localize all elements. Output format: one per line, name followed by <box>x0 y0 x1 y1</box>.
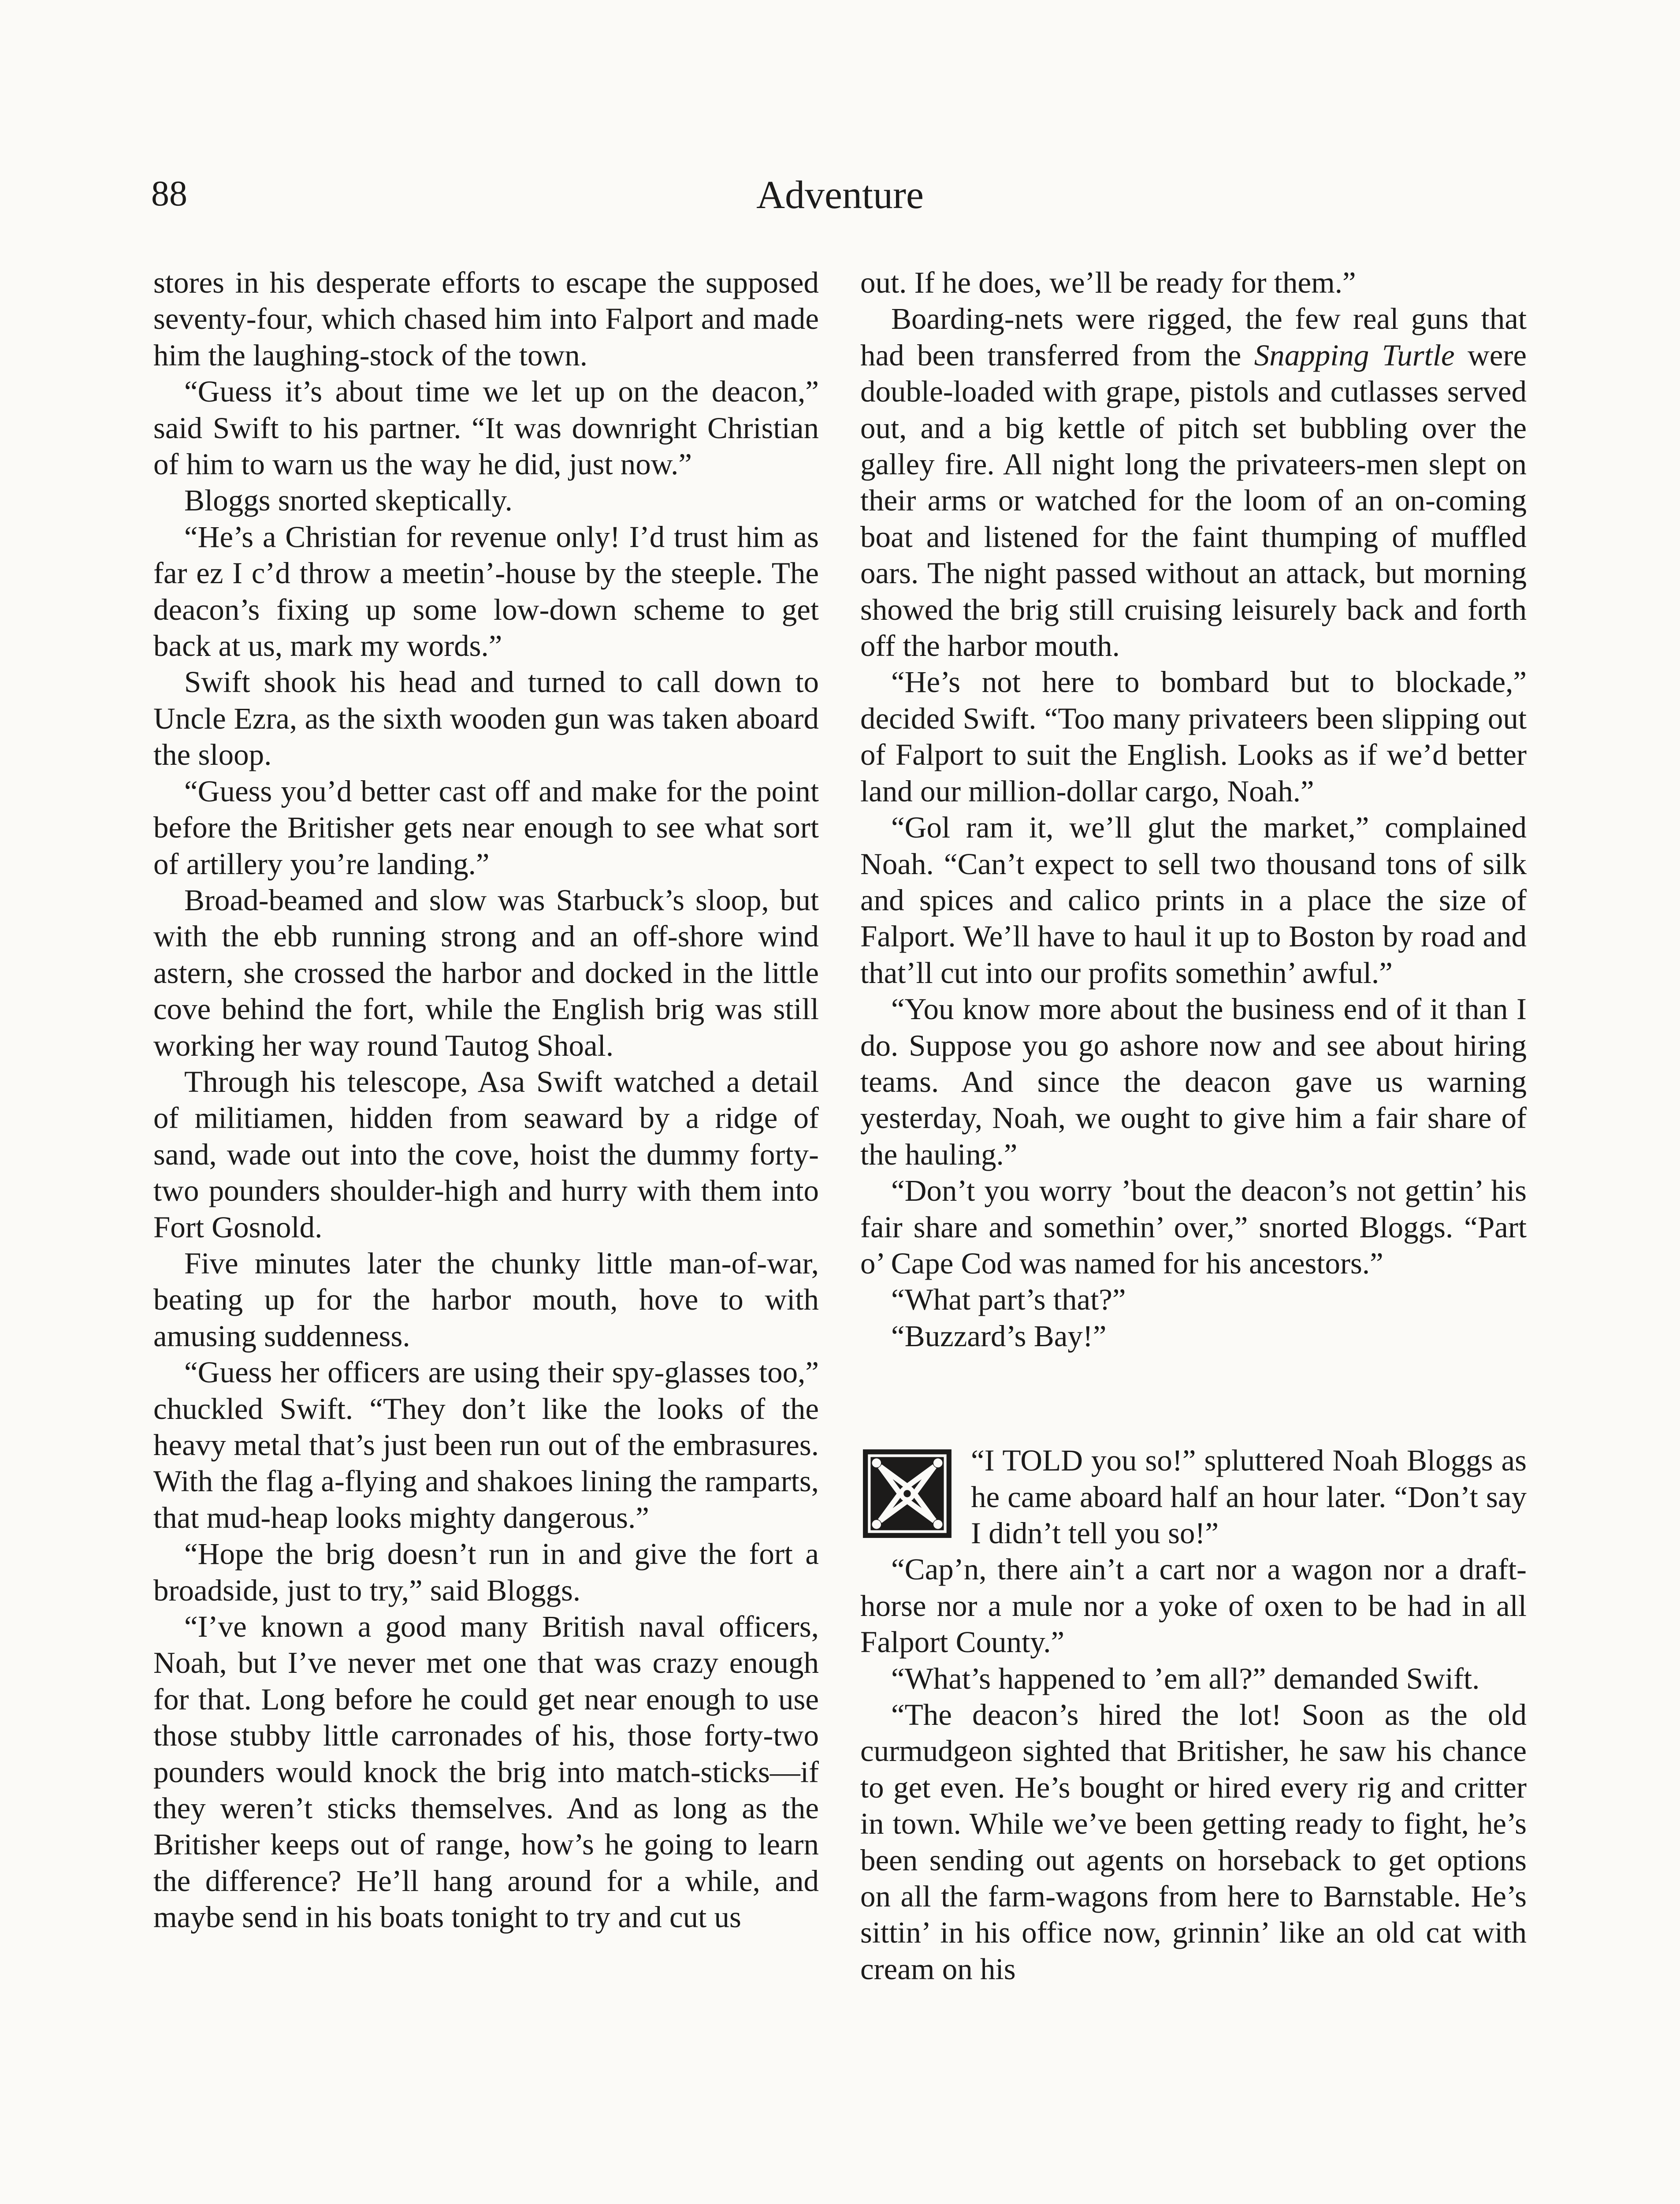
page-number: 88 <box>151 173 187 213</box>
running-title: Adventure <box>756 173 924 217</box>
paragraph: Swift shook his head and turned to call down to Uncle Ezra, as the sixth wooden gun was taken aboard the sloop. <box>153 665 819 772</box>
paragraph: “He’s not here to bombard but to blockade,” decided Swift. “Too many privateers been slipping out of Falport to suit the English. Looks as if we’d better land our million-dollar cargo, Noah.” <box>860 665 1527 808</box>
paragraph: “Buzzard’s Bay!” <box>891 1319 1107 1353</box>
paragraph-text: Boarding-nets were rigged, the few real guns that had been transferred from the <box>860 302 1527 372</box>
section-break <box>860 1354 1527 1442</box>
section-opening <box>860 1442 1527 1551</box>
paragraph: Broad-beamed and slow was Starbuck’s sloop, but with the ebb running strong and an off-shore wind astern, she crossed the harbor and docked in the little cove behind the fort, while the English brig was still working her way round Tautog Shoal. <box>153 883 819 1062</box>
paragraph: “I TOLD you so!” spluttered Noah Bloggs as he came aboard half an hour later. “Don’t say I didn’t tell you so!” <box>971 1444 1527 1550</box>
paragraph: “Don’t you worry ’bout the deacon’s not gettin’ his fair share and somethin’ over,” snorted Bloggs. “Part o’ Cape Cod was named for his ancestors.” <box>860 1174 1527 1280</box>
decorative-initial-ornament-icon <box>862 1448 952 1539</box>
paragraph: “He’s a Christian for revenue only! I’d trust him as far ez I c’d throw a meetin’-house by the steeple. The deacon’s fixing up some low-down scheme to get back at us, mark my words.” <box>153 520 819 663</box>
right-column <box>860 264 1527 1987</box>
paragraph: “You know more about the business end of it than I do. Suppose you go ashore now and see about hiring teams. And since the deacon gave us warning yesterday, Noah, we ought to give him a fair share of the hauling.” <box>860 992 1527 1171</box>
left-column <box>153 264 819 1936</box>
paragraph: “Cap’n, there ain’t a cart nor a wagon nor a draft-horse nor a mule nor a yoke of oxen to be had in all Falport County.” <box>860 1552 1527 1659</box>
paragraph: “Gol ram it, we’ll glut the market,” complained Noah. “Can’t expect to sell two thousand tons of silk and spices and calico prints in a place the size of Falport. We’ll have to haul it up to Boston by road and that’ll cut into our profits somethin’ awful.” <box>860 811 1527 990</box>
paragraph: “Guess it’s about time we let up on the deacon,” said Swift to his partner. “It was downright Christian of him to warn us the way he did, just now.” <box>153 375 819 481</box>
ship-name: Snapping Turtle <box>1254 338 1455 372</box>
paragraph: “What part’s that?” <box>891 1283 1126 1317</box>
paragraph: stores in his desperate efforts to escape the supposed seventy-four, which chased him into Falport and made him the laughing-stock of the town. <box>153 266 819 372</box>
paragraph: “I’ve known a good many British naval officers, Noah, but I’ve never met one that was crazy enough for that. Long before he could get near enough to use those stubby little carronades of his, those forty-two pounders would knock the brig into match-sticks—if they weren’t sticks themselves. And as long as the Britisher keeps out of range, how’s he going to learn the difference? He’ll hang around for a while, and maybe send in his boats tonight to try and cut us <box>153 1610 819 1934</box>
paragraph: “Hope the brig doesn’t run in and give the fort a broadside, just to try,” said Bloggs. <box>153 1537 819 1607</box>
paragraph: Bloggs snorted skeptically. <box>184 484 513 517</box>
paragraph: Through his telescope, Asa Swift watched a detail of militiamen, hidden from seaward by a ridge of sand, wade out into the cove, hoist the dummy forty-two pounders shoulder-high and hurry with them into Fort Gosnold. <box>153 1065 819 1244</box>
paragraph: “The deacon’s hired the lot! Soon as the old curmudgeon sighted that Britisher, he saw his chance to get even. He’s bought or hired every rig and critter in town. While we’ve been getting ready to fight, he’s been sending out agents on horseback to get options on all the farm-wagons from here to Barnstable. He’s sittin’ in his office now, grinnin’ like an old cat with cream on his <box>860 1698 1527 1986</box>
paragraph: out. If he does, we’ll be ready for them.” <box>860 266 1356 299</box>
paragraph-text: were double-loaded with grape, pistols and cutlasses served out, and a big kettle of pitch set bubbling over the galley fire. All night long the privateers-men slept on their arms or watched for the loom of an on-coming boat and listened for the faint thumping of muffled oars. The night passed without an attack, but morning showed the brig still cruising leisurely back and forth off the harbor mouth. <box>860 338 1527 663</box>
paragraph: “Guess you’d better cast off and make for the point before the Britisher gets near enough to see what sort of artillery you’re landing.” <box>153 774 819 881</box>
paragraph <box>860 301 1527 664</box>
paragraph: Five minutes later the chunky little man-of-war, beating up for the harbor mouth, hove to with amusing suddenness. <box>153 1246 819 1353</box>
paragraph: “What’s happened to ’em all?” demanded Swift. <box>891 1661 1480 1695</box>
paragraph: “Guess her officers are using their spy-glasses too,” chuckled Swift. “They don’t like the looks of the heavy metal that’s just been run out of the embrasures. With the flag a-flying and shakoes lining the ramparts, that mud-heap looks mighty dangerous.” <box>153 1355 819 1534</box>
